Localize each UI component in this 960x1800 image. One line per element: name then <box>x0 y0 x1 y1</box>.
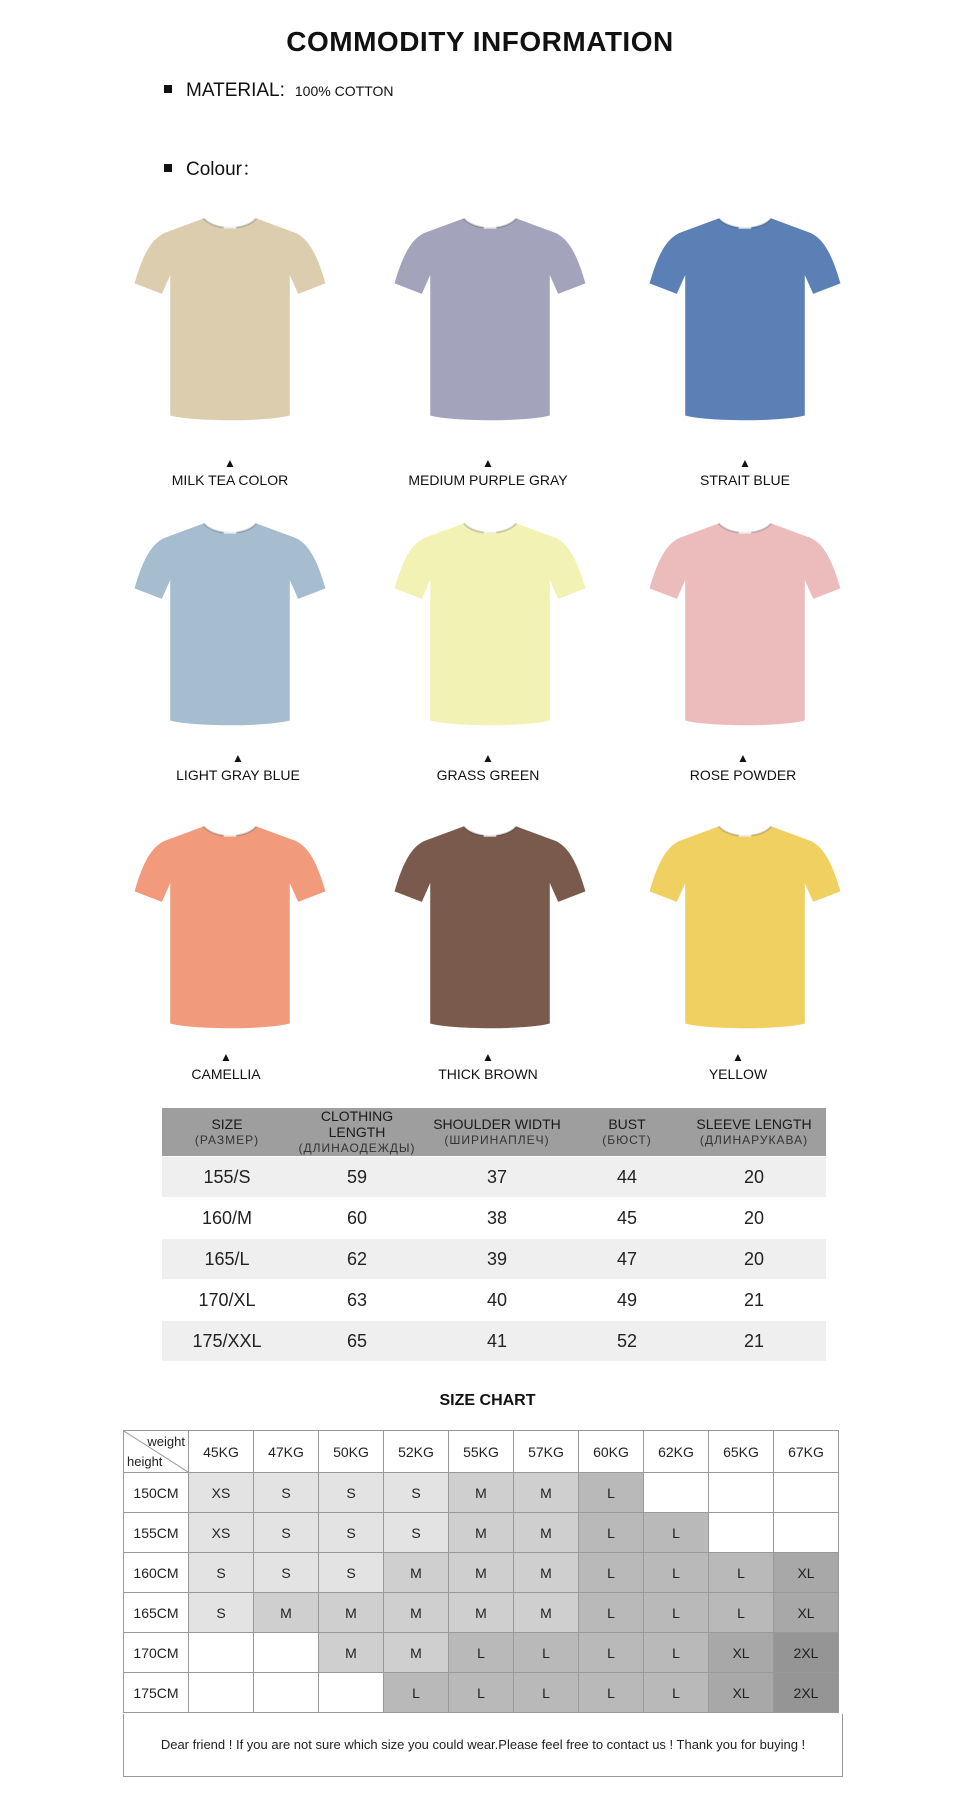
size-cell <box>774 1513 839 1553</box>
measurement-cell: 165/L <box>162 1239 292 1279</box>
measurement-header-cell: CLOTHING LENGTH (ДЛИНАОДЕЖДЫ) <box>292 1108 422 1156</box>
colour-name-label: THICK BROWN <box>438 1066 538 1082</box>
measurement-cell: 63 <box>346 1289 368 1310</box>
size-chart-table <box>123 1430 839 1713</box>
size-cell: S <box>189 1593 254 1633</box>
tshirt-image <box>625 210 865 425</box>
weight-header-cell: 50KG <box>319 1431 384 1473</box>
size-chart-row <box>124 1633 839 1673</box>
size-cell: S <box>319 1473 384 1513</box>
measurement-cell: 39 <box>422 1239 572 1279</box>
size-cell: L <box>449 1633 514 1673</box>
measurement-cell: 62 <box>292 1239 422 1279</box>
size-cell <box>254 1633 319 1673</box>
size-chart-row <box>124 1593 839 1633</box>
up-triangle-icon: ▲ <box>739 456 751 470</box>
size-cell: S <box>319 1513 384 1553</box>
size-chart-header-row <box>124 1431 839 1473</box>
colour-name-label: YELLOW <box>708 1066 768 1082</box>
size-cell: XL <box>774 1553 839 1593</box>
size-cell: L <box>579 1673 644 1713</box>
measurement-cell: 60 <box>346 1207 368 1228</box>
measurement-cell: 37 <box>422 1157 572 1197</box>
material-label: MATERIAL: <box>186 80 285 101</box>
measurement-cell: 49 <box>616 1289 638 1310</box>
colour-name-label: CAMELLIA <box>191 1066 261 1082</box>
measurement-cell: 59 <box>292 1157 422 1197</box>
height-header-cell: 165CM <box>124 1593 189 1633</box>
size-cell: M <box>514 1473 579 1513</box>
tshirt-icon <box>125 515 335 730</box>
weight-header-cell: 45KG <box>189 1431 254 1473</box>
measurement-cell: 20 <box>682 1157 826 1197</box>
size-cell: S <box>254 1473 319 1513</box>
size-cell: XL <box>709 1673 774 1713</box>
height-header-cell: 170CM <box>124 1633 189 1673</box>
size-cell: L <box>709 1553 774 1593</box>
size-cell: M <box>384 1553 449 1593</box>
measurement-header-cell: SHOULDER WIDTH (ШИРИНАПЛЕЧ) <box>422 1108 572 1156</box>
size-cell: M <box>449 1473 514 1513</box>
size-cell: L <box>644 1633 709 1673</box>
colour-name-label: LIGHT GRAY BLUE <box>176 767 300 783</box>
up-triangle-icon: ▲ <box>732 1050 744 1064</box>
measurement-cell: 20 <box>743 1207 765 1228</box>
weight-header-cell: 65KG <box>709 1431 774 1473</box>
size-cell: L <box>644 1553 709 1593</box>
measurement-header-cell: SIZE (РАЗМЕР) <box>162 1108 292 1156</box>
size-cell: S <box>384 1513 449 1553</box>
size-cell: L <box>514 1673 579 1713</box>
size-cell: XS <box>189 1473 254 1513</box>
tshirt-icon <box>640 515 850 730</box>
measurement-row <box>162 1157 826 1197</box>
size-cell: L <box>644 1513 709 1553</box>
measurement-cell: 47 <box>572 1239 682 1279</box>
tshirt-image <box>625 515 865 730</box>
measurement-cell: 44 <box>572 1157 682 1197</box>
size-cell: 2XL <box>774 1673 839 1713</box>
size-cell: L <box>579 1593 644 1633</box>
size-chart-row <box>124 1473 839 1513</box>
size-cell: XL <box>709 1633 774 1673</box>
weight-height-corner-cell <box>124 1431 189 1473</box>
colour-label: Colour： <box>186 159 261 180</box>
size-cell: M <box>514 1553 579 1593</box>
tshirt-icon <box>640 210 850 425</box>
size-cell: XS <box>189 1513 254 1553</box>
measurement-table <box>162 1108 826 1361</box>
size-cell: M <box>254 1593 319 1633</box>
measurement-header-cell: SLEEVE LENGTH (ДЛИНАРУКАВА) <box>682 1108 826 1156</box>
size-cell <box>189 1633 254 1673</box>
tshirt-image <box>370 818 610 1033</box>
measurement-cell: 40 <box>486 1289 508 1310</box>
size-cell: L <box>384 1673 449 1713</box>
size-chart-row <box>124 1673 839 1713</box>
up-triangle-icon: ▲ <box>220 1050 232 1064</box>
height-axis-label: height <box>127 1454 163 1469</box>
size-cell: L <box>579 1513 644 1553</box>
measurement-cell: 41 <box>422 1321 572 1361</box>
size-cell: L <box>644 1673 709 1713</box>
size-cell <box>254 1673 319 1713</box>
size-cell: M <box>384 1593 449 1633</box>
colour-name-label: ROSE POWDER <box>689 767 797 783</box>
weight-header-cell: 57KG <box>514 1431 579 1473</box>
bullet-square-icon <box>164 164 172 172</box>
size-cell: S <box>384 1473 449 1513</box>
size-cell: S <box>254 1513 319 1553</box>
colour-name-label: STRAIT BLUE <box>700 472 790 488</box>
tshirt-image <box>625 818 865 1033</box>
up-triangle-icon: ▲ <box>482 456 494 470</box>
measurement-cell: 45 <box>616 1207 638 1228</box>
measurement-cell: 21 <box>743 1289 765 1310</box>
size-cell: L <box>579 1633 644 1673</box>
height-header-cell: 160CM <box>124 1553 189 1593</box>
tshirt-image <box>110 210 350 425</box>
size-cell <box>189 1673 254 1713</box>
size-cell: M <box>449 1593 514 1633</box>
size-cell: M <box>514 1513 579 1553</box>
size-cell: S <box>189 1553 254 1593</box>
measurement-cell: 160/M <box>201 1207 253 1228</box>
measurement-header-cell: BUST (БЮСТ) <box>572 1108 682 1156</box>
measurement-cell: 20 <box>682 1239 826 1279</box>
size-cell <box>774 1473 839 1513</box>
measurement-row <box>162 1198 826 1238</box>
tshirt-icon <box>125 818 335 1033</box>
size-cell: L <box>644 1593 709 1633</box>
measurement-cell: 38 <box>486 1207 508 1228</box>
measurement-cell: 175/XXL <box>162 1321 292 1361</box>
tshirt-image <box>110 515 350 730</box>
measurement-row <box>162 1239 826 1279</box>
tshirt-image <box>110 818 350 1033</box>
size-cell: M <box>449 1513 514 1553</box>
size-cell: M <box>384 1633 449 1673</box>
measurement-cell: 52 <box>572 1321 682 1361</box>
material-value: 100% COTTON <box>294 83 394 99</box>
size-cell: M <box>319 1593 384 1633</box>
size-chart-row <box>124 1553 839 1593</box>
measurement-cell: 155/S <box>162 1157 292 1197</box>
size-cell: S <box>319 1553 384 1593</box>
size-cell: S <box>254 1553 319 1593</box>
tshirt-image <box>370 515 610 730</box>
colour-name-label: MILK TEA COLOR <box>171 472 289 488</box>
measurement-cell: 170/XL <box>198 1289 256 1310</box>
size-chart-note: Dear friend ! If you are not sure which size you could wear.Please feel free to contact us ! Thank you for buying ! <box>123 1714 843 1777</box>
size-cell: L <box>579 1473 644 1513</box>
weight-header-cell: 67KG <box>774 1431 839 1473</box>
size-cell: 2XL <box>774 1633 839 1673</box>
height-header-cell: 150CM <box>124 1473 189 1513</box>
up-triangle-icon: ▲ <box>482 1050 494 1064</box>
tshirt-image <box>370 210 610 425</box>
height-header-cell: 155CM <box>124 1513 189 1553</box>
weight-axis-label: weight <box>147 1434 185 1449</box>
colour-name-label: GRASS GREEN <box>436 767 540 783</box>
bullet-square-icon <box>164 85 172 93</box>
weight-header-cell: 55KG <box>449 1431 514 1473</box>
size-cell: XL <box>774 1593 839 1633</box>
colour-line <box>164 154 261 181</box>
size-cell <box>709 1513 774 1553</box>
size-cell <box>319 1673 384 1713</box>
size-cell: L <box>709 1593 774 1633</box>
size-cell: M <box>449 1553 514 1593</box>
up-triangle-icon: ▲ <box>224 456 236 470</box>
measurement-header-row <box>162 1108 826 1156</box>
size-cell <box>709 1473 774 1513</box>
up-triangle-icon: ▲ <box>232 751 244 765</box>
up-triangle-icon: ▲ <box>737 751 749 765</box>
measurement-cell: 65 <box>292 1321 422 1361</box>
tshirt-icon <box>640 818 850 1033</box>
tshirt-icon <box>385 818 595 1033</box>
weight-header-cell: 47KG <box>254 1431 319 1473</box>
tshirt-icon <box>125 210 335 425</box>
size-cell: L <box>579 1553 644 1593</box>
size-cell: M <box>319 1633 384 1673</box>
weight-header-cell: 52KG <box>384 1431 449 1473</box>
weight-header-cell: 62KG <box>644 1431 709 1473</box>
height-header-cell: 175CM <box>124 1673 189 1713</box>
size-cell: L <box>449 1673 514 1713</box>
weight-header-cell: 60KG <box>579 1431 644 1473</box>
tshirt-icon <box>385 515 595 730</box>
page-title: COMMODITY INFORMATION <box>286 26 674 57</box>
measurement-cell: 21 <box>682 1321 826 1361</box>
colour-name-label: MEDIUM PURPLE GRAY <box>408 472 568 488</box>
material-line <box>164 80 393 102</box>
tshirt-icon <box>385 210 595 425</box>
size-chart-row <box>124 1513 839 1553</box>
measurement-row <box>162 1321 826 1361</box>
size-cell <box>644 1473 709 1513</box>
size-chart-title: SIZE CHART <box>439 1392 536 1409</box>
size-cell: L <box>514 1633 579 1673</box>
measurement-row <box>162 1280 826 1320</box>
size-cell: M <box>514 1593 579 1633</box>
up-triangle-icon: ▲ <box>482 751 494 765</box>
